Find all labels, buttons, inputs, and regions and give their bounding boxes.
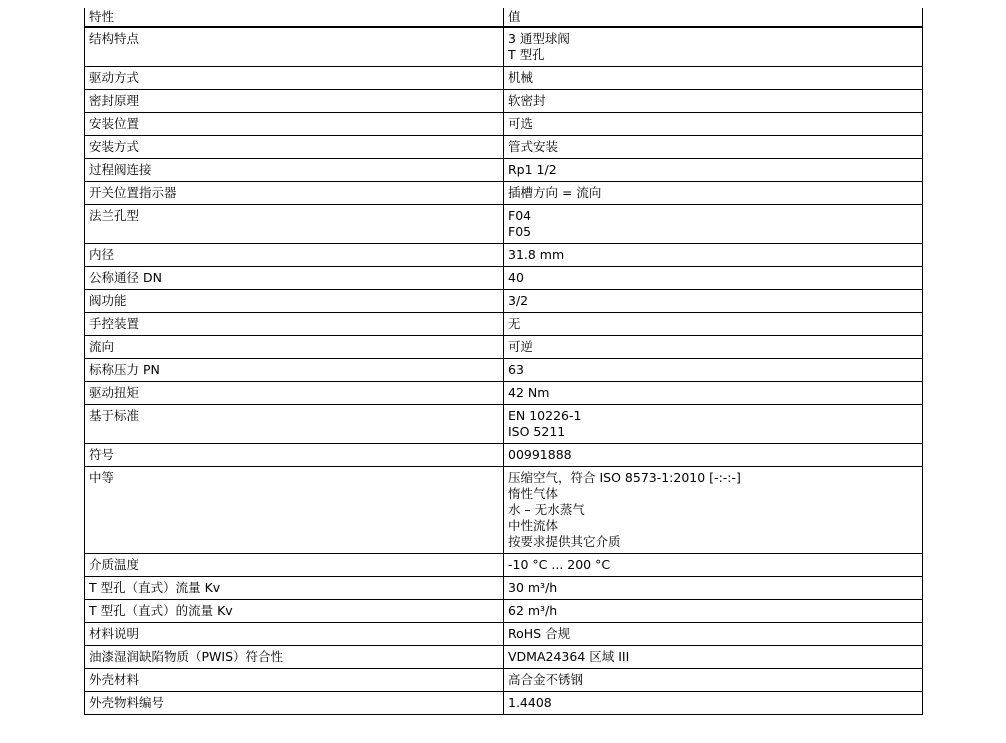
table-row <box>85 205 923 244</box>
value-cell <box>504 313 923 336</box>
table-row <box>85 136 923 159</box>
value-line: 30 m³/h <box>508 580 558 595</box>
value-cell <box>504 244 923 267</box>
value-cell <box>504 623 923 646</box>
property-cell: 公称通径 DN <box>85 267 504 290</box>
table-row <box>85 382 923 405</box>
value-line: ISO 5211 <box>508 424 566 439</box>
table-row <box>85 554 923 577</box>
property-cell: 驱动方式 <box>85 67 504 90</box>
table-row <box>85 244 923 267</box>
property-cell: 外壳材料 <box>85 669 504 692</box>
property-cell: 结构特点 <box>85 27 504 67</box>
property-cell: 驱动扭矩 <box>85 382 504 405</box>
property-cell: T 型孔（直式）的流量 Kv <box>85 600 504 623</box>
value-cell <box>504 669 923 692</box>
table-row <box>85 159 923 182</box>
value-cell <box>504 182 923 205</box>
value-line: 插槽方向 = 流向 <box>508 185 602 200</box>
value-cell <box>504 67 923 90</box>
table-row <box>85 313 923 336</box>
value-line: 软密封 <box>508 93 546 108</box>
value-line: 可选 <box>508 116 534 131</box>
value-line: 惰性气体 <box>508 486 559 501</box>
property-cell: 流向 <box>85 336 504 359</box>
property-cell: 安装位置 <box>85 113 504 136</box>
property-cell: 法兰孔型 <box>85 205 504 244</box>
property-cell: 介质温度 <box>85 554 504 577</box>
value-cell <box>504 136 923 159</box>
table-row <box>85 646 923 669</box>
table-row <box>85 113 923 136</box>
value-line: 3 通型球阀 <box>508 31 570 46</box>
value-line: 00991888 <box>508 447 572 462</box>
property-cell: T 型孔（直式）流量 Kv <box>85 577 504 600</box>
value-cell <box>504 267 923 290</box>
value-line: 管式安装 <box>508 139 559 154</box>
value-cell <box>504 290 923 313</box>
value-line: Rp1 1/2 <box>508 162 557 177</box>
table-row <box>85 359 923 382</box>
value-cell <box>504 467 923 554</box>
table-row <box>85 623 923 646</box>
table-row <box>85 600 923 623</box>
table-body <box>85 27 923 715</box>
property-cell: 材料说明 <box>85 623 504 646</box>
property-cell: 外壳物料编号 <box>85 692 504 715</box>
value-cell <box>504 692 923 715</box>
value-cell <box>504 444 923 467</box>
header-property: 特性 <box>85 8 504 27</box>
value-line: 高合金不锈钢 <box>508 672 584 687</box>
value-cell <box>504 205 923 244</box>
table-row <box>85 290 923 313</box>
property-cell: 标称压力 PN <box>85 359 504 382</box>
table-row <box>85 27 923 67</box>
value-cell <box>504 90 923 113</box>
property-cell: 油漆湿润缺陷物质（PWIS）符合性 <box>85 646 504 669</box>
value-line: EN 10226-1 <box>508 408 582 423</box>
property-cell: 内径 <box>85 244 504 267</box>
value-line: 无 <box>508 316 521 331</box>
value-line: 40 <box>508 270 524 285</box>
value-line: 63 <box>508 362 524 377</box>
value-cell <box>504 359 923 382</box>
table-row <box>85 577 923 600</box>
value-cell <box>504 577 923 600</box>
table-row <box>85 467 923 554</box>
table-row <box>85 67 923 90</box>
table-row <box>85 90 923 113</box>
value-cell <box>504 600 923 623</box>
property-cell: 中等 <box>85 467 504 554</box>
property-cell: 阀功能 <box>85 290 504 313</box>
value-line: 3/2 <box>508 293 529 308</box>
value-line: 机械 <box>508 70 534 85</box>
header-value: 值 <box>504 8 923 27</box>
table-row <box>85 669 923 692</box>
property-cell: 基于标准 <box>85 405 504 444</box>
table-row <box>85 444 923 467</box>
value-cell <box>504 27 923 67</box>
table-header-row <box>85 8 923 27</box>
value-line: T 型孔 <box>508 47 545 62</box>
value-line: 压缩空气，符合 ISO 8573-1:2010 [-:-:-] <box>508 470 741 485</box>
value-cell <box>504 382 923 405</box>
value-line: -10 °C ... 200 °C <box>508 557 611 572</box>
value-cell <box>504 113 923 136</box>
value-line: 水 – 无水蒸气 <box>508 502 585 517</box>
table-row <box>85 182 923 205</box>
value-cell <box>504 646 923 669</box>
spec-sheet <box>84 8 922 715</box>
table-row <box>85 405 923 444</box>
value-line: 1.4408 <box>508 695 552 710</box>
value-line: RoHS 合规 <box>508 626 571 641</box>
value-cell <box>504 554 923 577</box>
value-line: 31.8 mm <box>508 247 565 262</box>
property-cell: 开关位置指示器 <box>85 182 504 205</box>
table-row <box>85 267 923 290</box>
value-line: 可逆 <box>508 339 534 354</box>
value-line: 中性流体 <box>508 518 559 533</box>
value-line: 42 Nm <box>508 385 550 400</box>
spec-table <box>84 8 923 715</box>
property-cell: 密封原理 <box>85 90 504 113</box>
value-cell <box>504 336 923 359</box>
table-row <box>85 692 923 715</box>
value-cell <box>504 159 923 182</box>
value-line: VDMA24364 区域 III <box>508 649 630 664</box>
value-line: F05 <box>508 224 532 239</box>
property-cell: 安装方式 <box>85 136 504 159</box>
value-cell <box>504 405 923 444</box>
property-cell: 过程阀连接 <box>85 159 504 182</box>
table-row <box>85 336 923 359</box>
value-line: 62 m³/h <box>508 603 558 618</box>
property-cell: 手控装置 <box>85 313 504 336</box>
value-line: F04 <box>508 208 532 223</box>
value-line: 按要求提供其它介质 <box>508 534 621 549</box>
property-cell: 符号 <box>85 444 504 467</box>
